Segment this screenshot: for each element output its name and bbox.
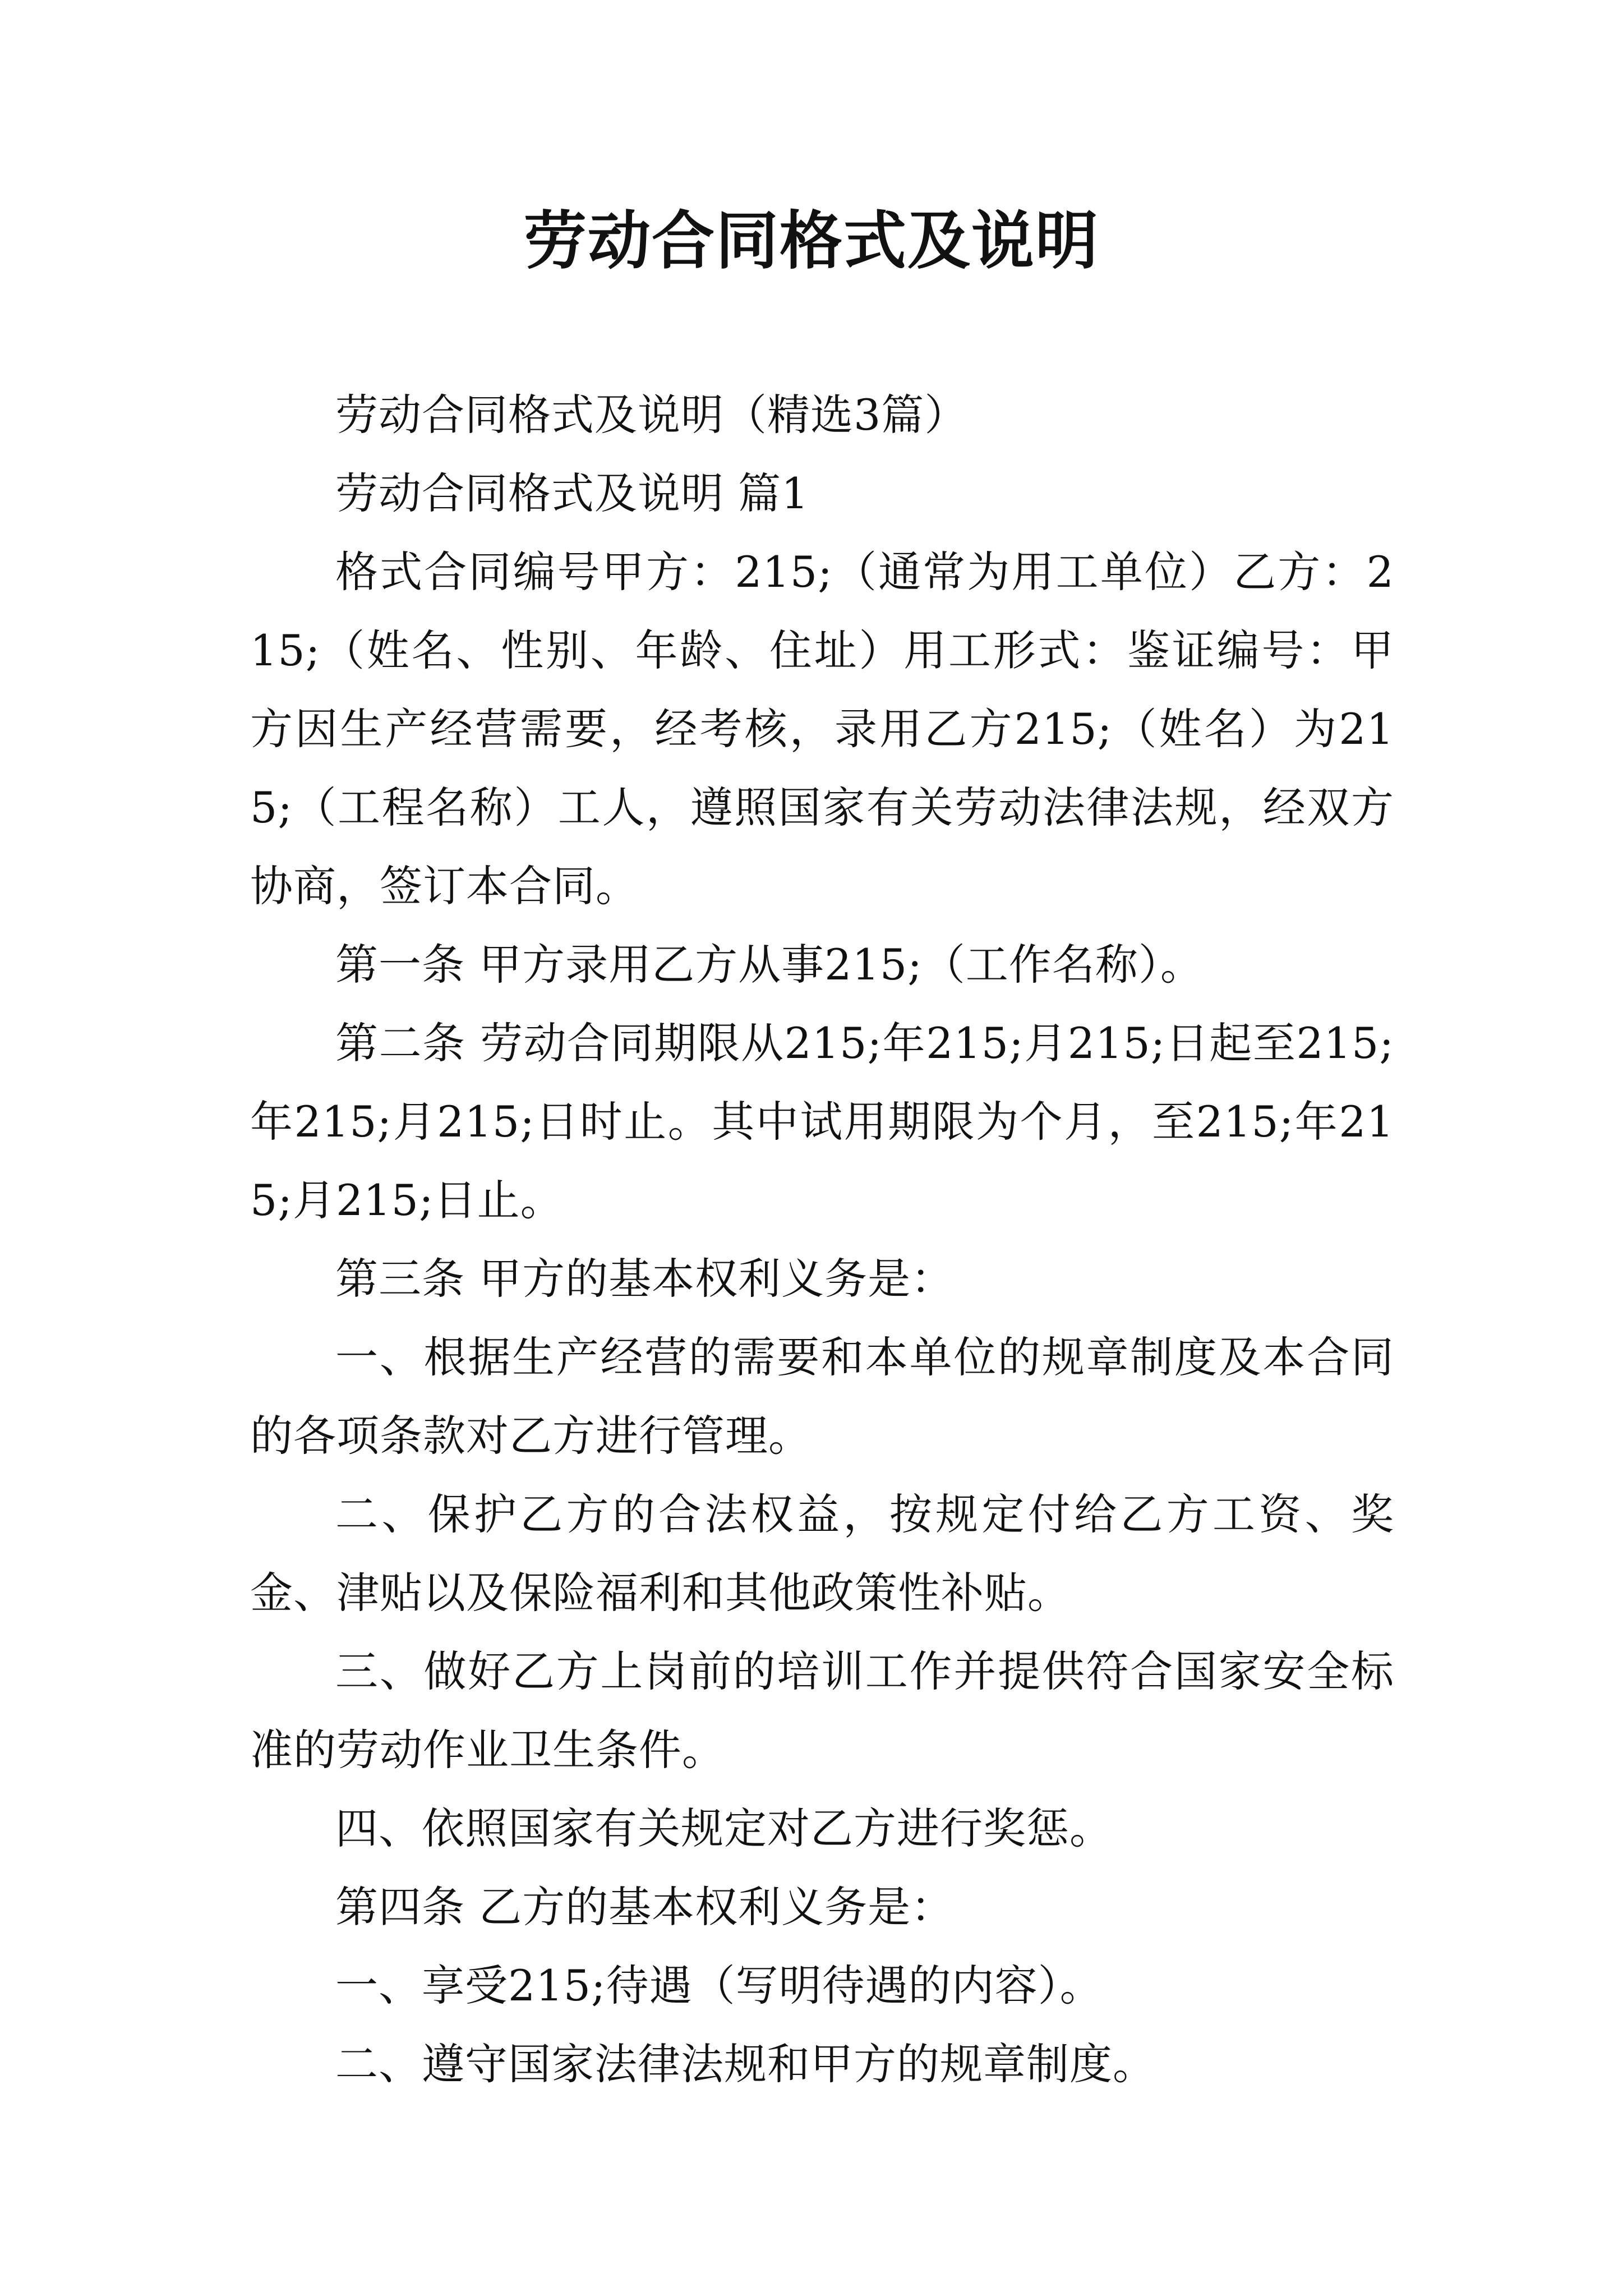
paragraph-article-3-item-2: 二、保护乙方的合法权益，按规定付给乙方工资、奖金、津贴以及保险福利和其他政策性补贴。	[250, 1489, 1394, 1618]
paragraph-article-4-item-1: 一、享受215;待遇（写明待遇的内容）。	[335, 1961, 1103, 2010]
paragraph-subtitle: 劳动合同格式及说明（精选3篇）	[335, 390, 968, 440]
paragraph-article-1: 第一条 甲方录用乙方从事215;（工作名称）。	[335, 940, 1204, 990]
paragraph-article-3-item-3: 三、做好乙方上岗前的培训工作并提供符合国家安全标准的劳动作业卫生条件。	[250, 1646, 1394, 1775]
paragraph-article-3: 第三条 甲方的基本权利义务是：	[335, 1254, 955, 1304]
paragraph-article-3-item-1: 一、根据生产经营的需要和本单位的规章制度及本合同的各项条款对乙方进行管理。	[250, 1332, 1394, 1461]
paragraph-article-3-item-4: 四、依照国家有关规定对乙方进行奖惩。	[335, 1803, 1113, 1853]
paragraph-article-2: 第二条 劳动合同期限从215;年215;月215;日起至215;年215;月215;日时止。其中试用期限为个月，至215;年215;月215;日止。	[250, 1018, 1394, 1225]
paragraph-article-4: 第四条 乙方的基本权利义务是：	[335, 1882, 955, 1932]
paragraph-preamble: 格式合同编号甲方：215;（通常为用工单位）乙方：215;（姓名、性别、年龄、住址）用工形式：鉴证编号：甲方因生产经营需要，经考核，录用乙方215;（姓名）为215;（工程名称）工人，遵照国家有关劳动法律法规，经双方协商，签订本合同。	[250, 547, 1394, 911]
document-body	[250, 376, 1394, 2104]
document-title: 劳动合同格式及说明	[524, 204, 1099, 278]
paragraph-section-heading: 劳动合同格式及说明 篇1	[335, 468, 809, 518]
paragraph-article-4-item-2: 二、遵守国家法律法规和甲方的规章制度。	[335, 2039, 1156, 2089]
